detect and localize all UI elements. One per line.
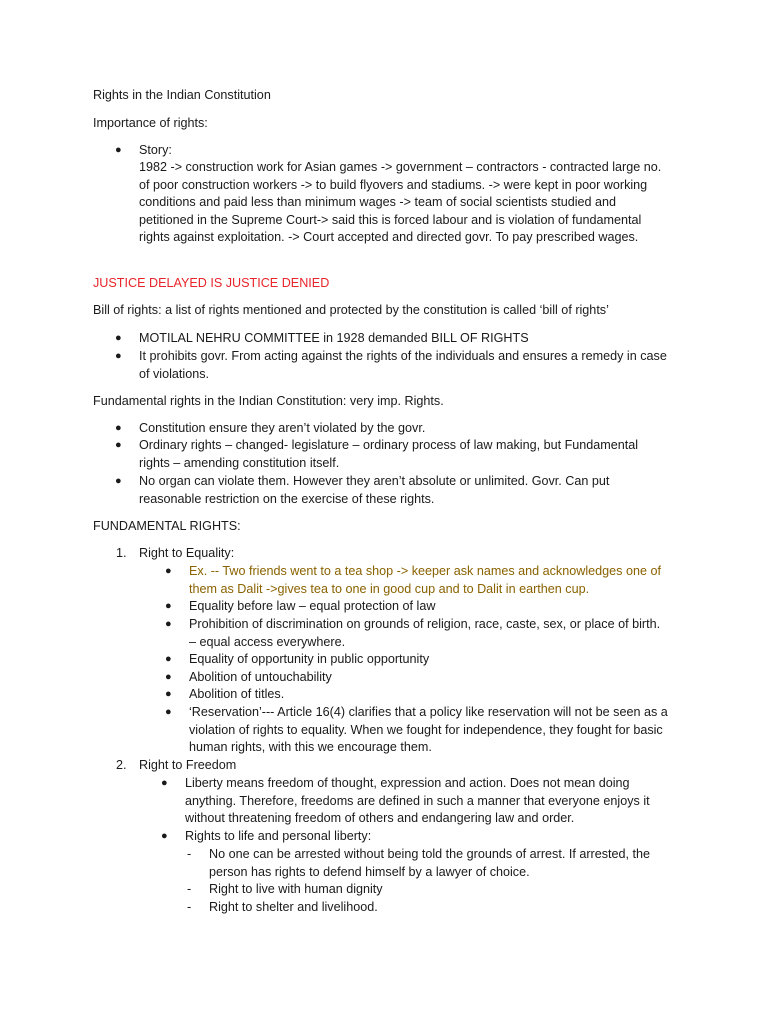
equality-item: Abolition of titles. [189, 687, 285, 701]
equality-item: Prohibition of discrimination on grounds of religion, race, caste, sex, or place of birth. – equal access everywhere. [189, 617, 661, 649]
bullet-icon: ● [161, 777, 168, 789]
bullet-icon: ● [165, 618, 172, 630]
equality-item: Equality before law – equal protection of law [189, 599, 436, 613]
bullet-icon: ● [165, 706, 172, 718]
bullet-icon: ● [115, 422, 122, 434]
bullet-icon: ● [165, 565, 172, 577]
story-label: Story: [139, 143, 172, 157]
bullet-icon: ● [115, 332, 122, 344]
bullet-icon: ● [165, 688, 172, 700]
fundamental-item: No organ can violate them. However they aren’t absolute or unlimited. Govr. Can put reasonable restriction on the exercise of these rights. [139, 474, 610, 506]
bullet-icon: ● [161, 830, 168, 842]
dash-marker: - [187, 847, 192, 861]
bill-of-rights-definition: Bill of rights: a list of rights mentioned and protected by the constitution is called ‘bill of rights’ [93, 303, 609, 317]
bill-item: It prohibits govr. From acting against the rights of the individuals and ensures a remedy in case of violations. [139, 349, 667, 381]
equality-item: Equality of opportunity in public opportunity [189, 652, 430, 666]
fundamental-item: Ordinary rights – changed- legislature – ordinary process of law making, but Fundamental rights – amending constitution itself. [139, 438, 639, 470]
bullet-icon: ● [115, 144, 122, 156]
bullet-icon: ● [165, 671, 172, 683]
equality-example: Ex. -- Two friends went to a tea shop -> keeper ask names and acknowledges one of them as Dalit ->gives tea to one in good cup and to Dalit in earthen cup. [189, 564, 661, 596]
fundamental-rights-heading: FUNDAMENTAL RIGHTS: [93, 519, 241, 533]
bullet-icon: ● [115, 350, 122, 362]
equality-item: ‘Reservation’--- Article 16(4) clarifies that a policy like reservation will not be seen as a violation of rights to equality. When we fought for independence, they fought for basic human rights, with this we encourage them. [189, 705, 668, 755]
bullet-icon: ● [165, 600, 172, 612]
equality-item: Abolition of untouchability [189, 670, 332, 684]
freedom-title: Right to Freedom [139, 758, 237, 772]
fundamental-constitution-heading: Fundamental rights in the Indian Constitution: very imp. Rights. [93, 394, 444, 408]
justice-quote: JUSTICE DELAYED IS JUSTICE DENIED [93, 276, 330, 290]
bullet-icon: ● [115, 439, 122, 451]
bullet-icon: ● [165, 653, 172, 665]
freedom-sub-item: Right to live with human dignity [209, 882, 383, 896]
freedom-sub-item: Right to shelter and livelihood. [209, 900, 378, 914]
bill-item: MOTILAL NEHRU COMMITTEE in 1928 demanded BILL OF RIGHTS [139, 331, 529, 345]
freedom-item: Rights to life and personal liberty: [185, 829, 372, 843]
list-number: 2. [116, 758, 127, 772]
list-number: 1. [116, 546, 127, 560]
dash-marker: - [187, 900, 192, 914]
document-title: Rights in the Indian Constitution [93, 88, 271, 102]
importance-heading: Importance of rights: [93, 116, 208, 130]
freedom-item: Liberty means freedom of thought, expression and action. Does not mean doing anything. Therefore, freedoms are defined in such a manner that everyone enjoys it without threatening freedom of others and endangering law and order. [185, 776, 650, 826]
freedom-sub-item: No one can be arrested without being told the grounds of arrest. If arrested, the person has rights to defend himself by a lawyer of choice. [209, 847, 651, 879]
dash-marker: - [187, 882, 192, 896]
bullet-icon: ● [115, 475, 122, 487]
fundamental-item: Constitution ensure they aren’t violated by the govr. [139, 421, 426, 435]
equality-title: Right to Equality: [139, 546, 235, 560]
story-text: 1982 -> construction work for Asian games -> government – contractors - contracted large no. of poor construction workers -> to build flyovers and stadiums. -> were kept in poor working conditions and paid less than minimum wages -> team of social scientists studied and petitioned in the Supreme Court-> said this is forced labour and is violation of fundamental rights against exploitation. -> Court accepted and directed govr. To pay prescribed wages. [139, 160, 662, 245]
